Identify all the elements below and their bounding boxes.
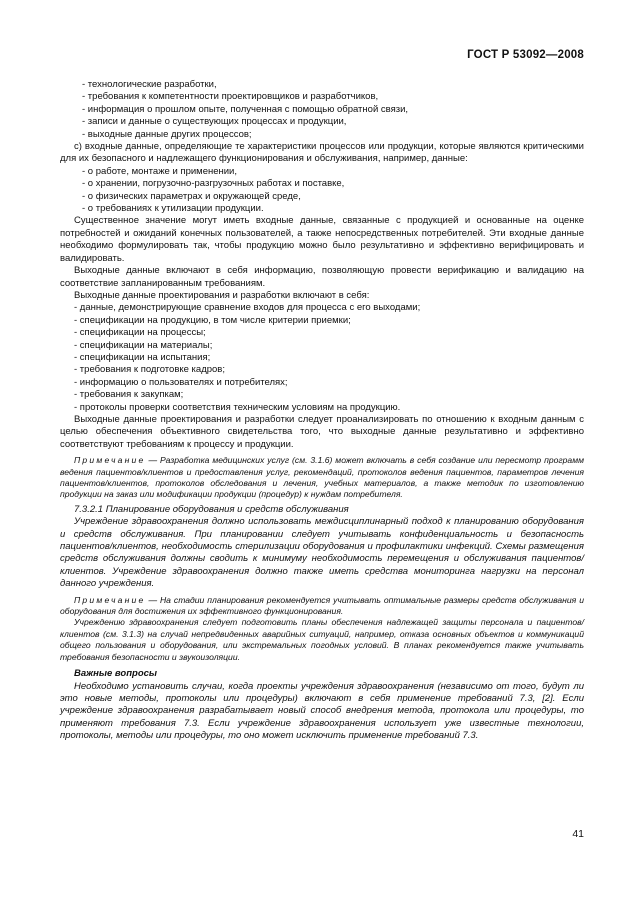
important-text: Необходимо установить случаи, когда проекты учреждения здравоохранения (независимо от того, будут ли это новые методы, протоколы или процедуры) включают в себя применение требований 7.3, [2]. Если учреждение здравоохранения разрабатывает новый способ внедрения метода, протокола или процедуры, то применяют требования 7.3. Если учреждение здравоохранения использует уже известные технологии, протоколы, методы или процедуры, то оно может исключить применение требований 7.3. xyxy=(60,680,584,742)
list-item: - о требованиях к утилизации продукции. xyxy=(82,203,264,215)
note-text: — Разработка медицинских услуг (см. 3.1.6) может включать в себя создание или пересмотр программ ведения пациентов/клиентов и предоставления услуг, рекомендаций, протоколов ведения пациентов, параметров лечения пациентов/клиентов, протоколов обследования и лечения, учебных материалов, а также методик по изготовлению продукции на заказ или модификации продукции (процедур) к нуждам потребителя. xyxy=(60,455,584,500)
paragraph-essential: Существенное значение могут иметь входные данные, связанные с продукцией и основанные на оценке потребностей и ожиданий конечных пользователей, а также непосредственных потребителей. Эти входные данные необходимо формулировать так, чтобы продукцию можно было результативно и эффективно верифицировать и валидировать. xyxy=(60,215,584,264)
list-item: - спецификации на испытания; xyxy=(74,351,211,363)
list-item: - требования к компетентности проектировщиков и разработчиков, xyxy=(82,91,379,103)
important-heading: Важные вопросы xyxy=(74,668,158,680)
list-item: - о работе, монтаже и применении, xyxy=(82,165,238,177)
note-1 xyxy=(60,455,584,501)
list-item: - спецификации на процессы; xyxy=(74,327,206,339)
list-item: - технологические разработки, xyxy=(82,79,217,90)
note-2-continuation: Учреждению здравоохранения следует подготовить планы обеспечения надлежащей защиты персонала и пациентов/клиентов (см. 3.1.3) на случай непредвиденных аварийных ситуаций, например, отказа основных объектов и коммуникаций общего пользования и оборудования, или экстремальных погодных условий. В планах рекомендуется также учитывать требования безопасности и звукоизоляции. xyxy=(60,617,584,662)
page-number: 41 xyxy=(572,828,584,840)
list-item: - требования к закупкам; xyxy=(74,389,184,401)
list-item: - информацию о пользователях и потребителях; xyxy=(74,376,288,388)
section-heading: 7.3.2.1 Планирование оборудования и средств обслуживания xyxy=(74,503,349,515)
paragraph-c: с) входные данные, определяющие те характеристики процессов или продукции, которые являются критическими для их безопасного и надлежащего функционирования и обслуживания, например, данные: xyxy=(60,141,584,165)
note-text: — На стадии планирования рекомендуется учитывать оптимальные размеры средств обслуживания и оборудования для достижения их эффективного функционирования. xyxy=(60,594,584,617)
list-item: - выходные данные других процессов; xyxy=(82,128,252,140)
paragraph-planning: Учреждение здравоохранения должно использовать междисциплинарный подход к планированию оборудования и средств обслуживания. При планировании следует учитывать конфиденциальность и безопасность пациентов/клиентов, необходимость стерилизации оборудования и профилактики инфекций. Схемы размещения средств обслуживания должны сводить к минимуму необходимость перемещения и обслуживания пациентов/клиентов. Учреждение здравоохранения должно также иметь средства мониторинга нагрузки на персонал данного учреждения. xyxy=(60,516,584,590)
list-item: - данные, демонстрирующие сравнение входов для процесса с его выходами; xyxy=(74,302,421,314)
list-item: - спецификации на материалы; xyxy=(74,339,213,351)
paragraph-output-intro: Выходные данные проектирования и разработки включают в себя: xyxy=(74,289,370,301)
paragraph-output: Выходные данные включают в себя информацию, позволяющую провести верификацию и валидацию на соответствие запланированным требованиям. xyxy=(60,265,584,289)
page-content xyxy=(60,79,584,743)
list-item: - о хранении, погрузочно-разгрузочных работах и поставке, xyxy=(82,178,345,190)
list-item: - о физических параметрах и окружающей среде, xyxy=(82,190,301,202)
standard-number: ГОСТ Р 53092—2008 xyxy=(467,49,584,61)
list-item: - информация о прошлом опыте, полученная с помощью обратной связи, xyxy=(82,103,409,115)
paragraph-analysis: Выходные данные проектирования и разработки следует проанализировать по отношению к входным данным с целью обеспечения объективного свидетельства того, что выходные данные результативно и эффективно соответствуют требованиям к процессу и продукции. xyxy=(60,413,584,450)
note-label: Примечание xyxy=(74,455,146,466)
list-item: - записи и данные о существующих процессах и продукции, xyxy=(82,116,347,128)
list-item: - требования к подготовке кадров; xyxy=(74,364,225,376)
note-2 xyxy=(60,595,584,618)
list-item: - протоколы проверки соответствия техническим условиям на продукцию. xyxy=(74,401,401,413)
note-label: Примечание xyxy=(74,594,146,605)
list-item: - спецификации на продукцию, в том числе критерии приемки; xyxy=(74,314,351,326)
